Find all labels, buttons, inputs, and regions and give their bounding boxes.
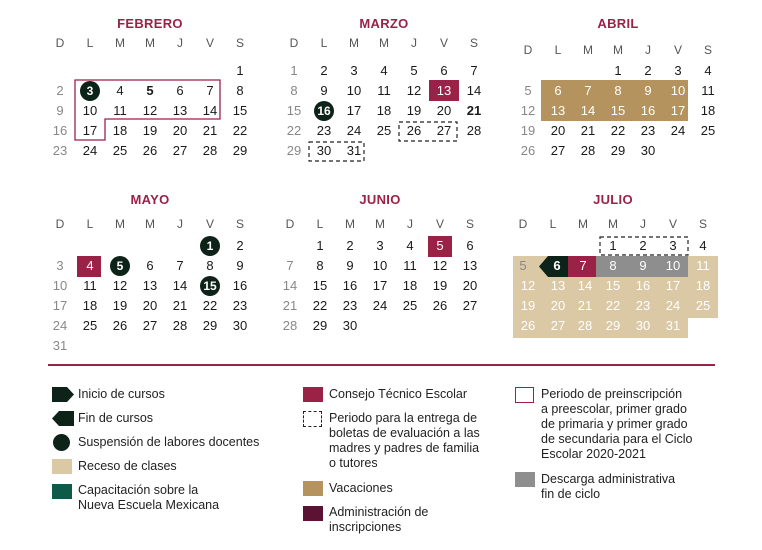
- day[interactable]: 12: [520, 103, 536, 118]
- day[interactable]: 28: [466, 123, 482, 138]
- day[interactable]: 9: [320, 83, 328, 98]
- weekday-label: J: [645, 43, 651, 57]
- day[interactable]: 18: [376, 103, 392, 118]
- day[interactable]: 21: [172, 298, 188, 313]
- day[interactable]: 14: [282, 278, 298, 293]
- day[interactable]: 8: [614, 83, 622, 98]
- inicio-de-cursos-icon: [52, 387, 74, 402]
- legend-descarga: [541, 472, 675, 502]
- day[interactable]: 5: [524, 83, 532, 98]
- weekday-label: V: [439, 36, 448, 50]
- legend-preinscripcion-line: de secundaria para el Ciclo: [541, 432, 693, 446]
- day[interactable]: 15: [312, 278, 328, 293]
- day[interactable]: 14: [580, 103, 596, 118]
- day[interactable]: 26: [520, 143, 536, 158]
- day[interactable]: 26: [520, 318, 536, 333]
- day[interactable]: 17: [82, 123, 98, 138]
- day[interactable]: 8: [316, 258, 324, 273]
- day[interactable]: 6: [466, 238, 474, 253]
- day[interactable]: 6: [146, 258, 154, 273]
- day[interactable]: 21: [577, 298, 593, 313]
- weekday-label: J: [411, 36, 417, 50]
- day[interactable]: 20: [142, 298, 158, 313]
- day[interactable]: 9: [346, 258, 354, 273]
- legend-boletas-line: boletas de evaluación a las: [329, 426, 480, 440]
- legend-consejo: Consejo Técnico Escolar: [329, 387, 468, 401]
- legend-capacitacion-line: Capacitación sobre la: [78, 483, 199, 497]
- day[interactable]: 24: [665, 298, 681, 313]
- day[interactable]: 6: [554, 83, 562, 98]
- day[interactable]: 2: [644, 63, 652, 78]
- day[interactable]: 3: [669, 238, 677, 253]
- day[interactable]: 2: [639, 238, 647, 253]
- month-mayo: [45, 192, 255, 362]
- day[interactable]: 14: [172, 278, 188, 293]
- day[interactable]: 2: [56, 83, 64, 98]
- day[interactable]: 15: [286, 103, 302, 118]
- day[interactable]: 19: [112, 298, 128, 313]
- day[interactable]: 21: [466, 103, 482, 118]
- day[interactable]: 5: [410, 63, 418, 78]
- legend-administracion-line: Administración de: [329, 505, 429, 519]
- day[interactable]: 2: [346, 238, 354, 253]
- day[interactable]: 19: [142, 123, 158, 138]
- day[interactable]: 3: [376, 238, 384, 253]
- weekday-label: V: [435, 217, 444, 231]
- day[interactable]: 1: [290, 63, 298, 78]
- day[interactable]: 27: [142, 318, 158, 333]
- day[interactable]: 5: [146, 83, 154, 98]
- day[interactable]: 10: [372, 258, 388, 273]
- day[interactable]: 7: [579, 258, 587, 273]
- suspension-day[interactable]: 15: [200, 276, 220, 296]
- month-title: JULIO: [593, 192, 633, 207]
- vacaciones-swatch: [303, 481, 323, 496]
- day[interactable]: 4: [86, 258, 94, 273]
- day[interactable]: 17: [346, 103, 362, 118]
- day[interactable]: 23: [342, 298, 358, 313]
- weekday-label: M: [145, 36, 155, 50]
- day[interactable]: 23: [52, 143, 68, 158]
- weekday-label: L: [86, 217, 94, 231]
- legend-preinscripcion-line: a preescolar, primer grado: [541, 402, 687, 416]
- day[interactable]: 6: [553, 258, 561, 273]
- day[interactable]: 2: [236, 238, 244, 253]
- weekday-label: V: [668, 217, 677, 231]
- weekday-label: L: [549, 217, 557, 231]
- day[interactable]: 15: [605, 278, 621, 293]
- day[interactable]: 28: [202, 143, 218, 158]
- weekday-label: S: [465, 217, 474, 231]
- day[interactable]: 24: [82, 143, 98, 158]
- boletas-swatch: [303, 411, 322, 427]
- day[interactable]: 17: [665, 278, 681, 293]
- day[interactable]: 13: [550, 278, 566, 293]
- legend-boletas: [329, 411, 480, 471]
- weekday-label: M: [608, 217, 618, 231]
- day[interactable]: 23: [232, 298, 248, 313]
- day[interactable]: 22: [605, 298, 621, 313]
- day[interactable]: 30: [316, 143, 332, 158]
- day[interactable]: 24: [346, 123, 362, 138]
- weekday-label: M: [578, 217, 588, 231]
- day[interactable]: 27: [550, 143, 566, 158]
- weekday-label: J: [177, 217, 183, 231]
- weekday-label: M: [115, 36, 125, 50]
- suspension-day[interactable]: 16: [314, 101, 334, 121]
- day[interactable]: 25: [376, 123, 392, 138]
- weekday-label: D: [523, 43, 533, 57]
- day[interactable]: 13: [172, 103, 188, 118]
- day[interactable]: 16: [52, 123, 68, 138]
- day[interactable]: 22: [232, 123, 248, 138]
- day[interactable]: 17: [670, 103, 686, 118]
- weekday-label: J: [177, 36, 183, 50]
- legend-receso: Receso de clases: [78, 459, 177, 473]
- weekday-label: M: [145, 217, 155, 231]
- day[interactable]: 12: [432, 258, 448, 273]
- day[interactable]: 11: [83, 278, 97, 293]
- month-title: FEBRERO: [117, 16, 183, 31]
- day[interactable]: 8: [290, 83, 298, 98]
- day[interactable]: 8: [609, 258, 617, 273]
- day[interactable]: 11: [377, 83, 391, 98]
- day[interactable]: 11: [403, 258, 417, 273]
- day[interactable]: 18: [82, 298, 98, 313]
- day[interactable]: 5: [436, 238, 444, 253]
- day[interactable]: 1: [609, 238, 617, 253]
- suspension-day[interactable]: 1: [200, 236, 220, 256]
- day[interactable]: 12: [112, 278, 128, 293]
- day[interactable]: 31: [52, 338, 68, 353]
- day[interactable]: 13: [462, 258, 478, 273]
- legend-capacitacion: [78, 483, 219, 513]
- weekday-label: V: [673, 43, 682, 57]
- fin-de-cursos-icon: [52, 411, 74, 426]
- day[interactable]: 28: [577, 318, 593, 333]
- day[interactable]: 20: [550, 298, 566, 313]
- day[interactable]: 18: [402, 278, 418, 293]
- day[interactable]: 30: [342, 318, 358, 333]
- day[interactable]: 7: [470, 63, 478, 78]
- day[interactable]: 13: [142, 278, 158, 293]
- day[interactable]: 18: [695, 278, 711, 293]
- preinscripcion-swatch: [515, 387, 534, 403]
- month-title: JUNIO: [359, 192, 401, 207]
- weekday-label: M: [349, 36, 359, 50]
- day[interactable]: 29: [610, 143, 626, 158]
- day[interactable]: 14: [577, 278, 593, 293]
- day[interactable]: 31: [665, 318, 681, 333]
- day[interactable]: 14: [466, 83, 482, 98]
- day[interactable]: 11: [696, 258, 710, 273]
- legend-preinscripcion-line: Escolar 2020-2021: [541, 447, 646, 461]
- day[interactable]: 23: [640, 123, 656, 138]
- weekday-label: V: [205, 217, 214, 231]
- month-febrero: [45, 16, 255, 186]
- day[interactable]: 21: [282, 298, 298, 313]
- day[interactable]: 14: [202, 103, 218, 118]
- day[interactable]: 22: [312, 298, 328, 313]
- day[interactable]: 3: [350, 63, 358, 78]
- weekday-label: S: [469, 36, 478, 50]
- day[interactable]: 12: [142, 103, 158, 118]
- day[interactable]: 4: [406, 238, 414, 253]
- weekday-label: L: [86, 36, 94, 50]
- day[interactable]: 9: [639, 258, 647, 273]
- legend-inicio: Inicio de cursos: [78, 387, 165, 401]
- day[interactable]: 8: [206, 258, 214, 273]
- day[interactable]: 20: [172, 123, 188, 138]
- month-title: MAYO: [130, 192, 170, 207]
- day[interactable]: 29: [312, 318, 328, 333]
- administracion-swatch: [303, 506, 323, 521]
- legend-descarga-line: Descarga administrativa: [541, 472, 676, 486]
- day[interactable]: 28: [282, 318, 298, 333]
- day[interactable]: 2: [320, 63, 328, 78]
- day[interactable]: 30: [635, 318, 651, 333]
- day[interactable]: 20: [436, 103, 452, 118]
- weekday-label: M: [345, 217, 355, 231]
- weekday-label: S: [235, 217, 244, 231]
- weekday-label: M: [375, 217, 385, 231]
- day[interactable]: 19: [406, 103, 422, 118]
- day[interactable]: 5: [519, 258, 527, 273]
- weekday-label: D: [55, 217, 65, 231]
- day[interactable]: 29: [605, 318, 621, 333]
- day[interactable]: 16: [640, 103, 656, 118]
- day[interactable]: 20: [462, 278, 478, 293]
- day[interactable]: 10: [82, 103, 98, 118]
- month-junio: [275, 192, 485, 362]
- descarga-swatch: [515, 472, 535, 487]
- day[interactable]: 18: [700, 103, 716, 118]
- day[interactable]: 15: [232, 103, 248, 118]
- day[interactable]: 18: [112, 123, 128, 138]
- legend-boletas-line: o tutores: [329, 456, 378, 470]
- day[interactable]: 1: [316, 238, 324, 253]
- weekday-label: L: [320, 36, 328, 50]
- day[interactable]: 3: [674, 63, 682, 78]
- weekday-label: M: [583, 43, 593, 57]
- day[interactable]: 28: [172, 318, 188, 333]
- day[interactable]: 23: [316, 123, 332, 138]
- day[interactable]: 16: [232, 278, 248, 293]
- weekday-label: D: [55, 36, 65, 50]
- day[interactable]: 16: [635, 278, 651, 293]
- weekday-label: L: [554, 43, 562, 57]
- weekday-label: S: [235, 36, 244, 50]
- day[interactable]: 7: [206, 83, 214, 98]
- day[interactable]: 25: [402, 298, 418, 313]
- day[interactable]: 28: [580, 143, 596, 158]
- day[interactable]: 29: [202, 318, 218, 333]
- day[interactable]: 8: [236, 83, 244, 98]
- day[interactable]: 23: [635, 298, 651, 313]
- day[interactable]: 26: [142, 143, 158, 158]
- day[interactable]: 26: [432, 298, 448, 313]
- day[interactable]: 4: [699, 238, 707, 253]
- weekday-label: L: [316, 217, 324, 231]
- legend-descarga-line: fin de ciclo: [541, 487, 601, 501]
- day[interactable]: 1: [236, 63, 244, 78]
- day[interactable]: 11: [701, 83, 715, 98]
- day[interactable]: 10: [52, 278, 68, 293]
- day[interactable]: 30: [640, 143, 656, 158]
- day[interactable]: 3: [56, 258, 64, 273]
- month-title: MARZO: [359, 16, 409, 31]
- day[interactable]: 25: [700, 123, 716, 138]
- day[interactable]: 11: [113, 103, 127, 118]
- month-abril: [513, 16, 723, 186]
- day[interactable]: 1: [614, 63, 622, 78]
- day[interactable]: 12: [406, 83, 422, 98]
- day[interactable]: 27: [436, 123, 452, 138]
- legend-suspension: Suspensión de labores docentes: [78, 435, 260, 449]
- day[interactable]: 25: [82, 318, 98, 333]
- day[interactable]: 27: [462, 298, 478, 313]
- weekday-label: M: [379, 36, 389, 50]
- day[interactable]: 21: [580, 123, 596, 138]
- day[interactable]: 10: [665, 258, 681, 273]
- day[interactable]: 17: [52, 298, 68, 313]
- weekday-label: J: [407, 217, 413, 231]
- day[interactable]: 21: [202, 123, 218, 138]
- day[interactable]: 10: [670, 83, 686, 98]
- day[interactable]: 7: [286, 258, 294, 273]
- day[interactable]: 7: [176, 258, 184, 273]
- suspension-day[interactable]: 3: [80, 81, 100, 101]
- day[interactable]: 9: [644, 83, 652, 98]
- day[interactable]: 20: [550, 123, 566, 138]
- suspension-icon: [53, 434, 70, 451]
- capacitacion-swatch: [52, 484, 72, 499]
- day[interactable]: 24: [52, 318, 68, 333]
- legend-boletas-line: Periodo para la entrega de: [329, 411, 478, 425]
- day[interactable]: 13: [550, 103, 566, 118]
- day[interactable]: 15: [610, 103, 626, 118]
- day[interactable]: 19: [520, 123, 536, 138]
- weekday-label: M: [115, 217, 125, 231]
- month-title: ABRIL: [597, 16, 639, 31]
- day[interactable]: 17: [372, 278, 388, 293]
- suspension-day[interactable]: 5: [110, 256, 130, 276]
- legend-capacitacion-line: Nueva Escuela Mexicana: [78, 498, 220, 512]
- legend-administracion: [329, 505, 428, 535]
- day[interactable]: 26: [406, 123, 422, 138]
- weekday-label: J: [640, 217, 646, 231]
- day[interactable]: 4: [116, 83, 124, 98]
- day[interactable]: 22: [286, 123, 302, 138]
- day[interactable]: 9: [236, 258, 244, 273]
- legend-preinscripcion: [541, 387, 692, 462]
- weekday-label: V: [205, 36, 214, 50]
- day[interactable]: 6: [176, 83, 184, 98]
- day[interactable]: 24: [670, 123, 686, 138]
- consejo-swatch: [303, 387, 323, 402]
- day[interactable]: 19: [520, 298, 536, 313]
- day[interactable]: 4: [380, 63, 388, 78]
- day[interactable]: 4: [704, 63, 712, 78]
- day[interactable]: 19: [432, 278, 448, 293]
- weekday-label: D: [285, 217, 295, 231]
- weekday-label: D: [289, 36, 299, 50]
- day[interactable]: 27: [172, 143, 188, 158]
- legend-boletas-line: madres y padres de familia: [329, 441, 480, 455]
- day[interactable]: 29: [232, 143, 248, 158]
- legend-vacaciones: Vacaciones: [329, 481, 393, 495]
- weekday-label: M: [613, 43, 623, 57]
- day[interactable]: 7: [584, 83, 592, 98]
- day[interactable]: 10: [346, 83, 362, 98]
- day[interactable]: 29: [286, 143, 302, 158]
- divider: [48, 364, 715, 366]
- day[interactable]: 22: [610, 123, 626, 138]
- weekday-label: S: [703, 43, 712, 57]
- day[interactable]: 27: [550, 318, 566, 333]
- day[interactable]: 13: [436, 83, 452, 98]
- legend-fin: Fin de cursos: [78, 411, 154, 425]
- day[interactable]: 30: [232, 318, 248, 333]
- day[interactable]: 6: [440, 63, 448, 78]
- day[interactable]: 31: [346, 143, 362, 158]
- day[interactable]: 9: [56, 103, 64, 118]
- month-marzo: [279, 16, 489, 186]
- weekday-label: S: [698, 217, 707, 231]
- day[interactable]: 25: [112, 143, 128, 158]
- weekday-label: D: [518, 217, 528, 231]
- day[interactable]: 22: [202, 298, 218, 313]
- receso-swatch: [52, 459, 72, 474]
- day[interactable]: 24: [372, 298, 388, 313]
- legend-preinscripcion-line: Periodo de preinscripción: [541, 387, 683, 401]
- day[interactable]: 25: [695, 298, 711, 313]
- legend-preinscripcion-line: de primaria y primer grado: [541, 417, 688, 431]
- month-julio: [508, 192, 718, 362]
- day[interactable]: 26: [112, 318, 128, 333]
- legend-administracion-line: inscripciones: [329, 520, 402, 534]
- day[interactable]: 12: [520, 278, 536, 293]
- day[interactable]: 16: [342, 278, 358, 293]
